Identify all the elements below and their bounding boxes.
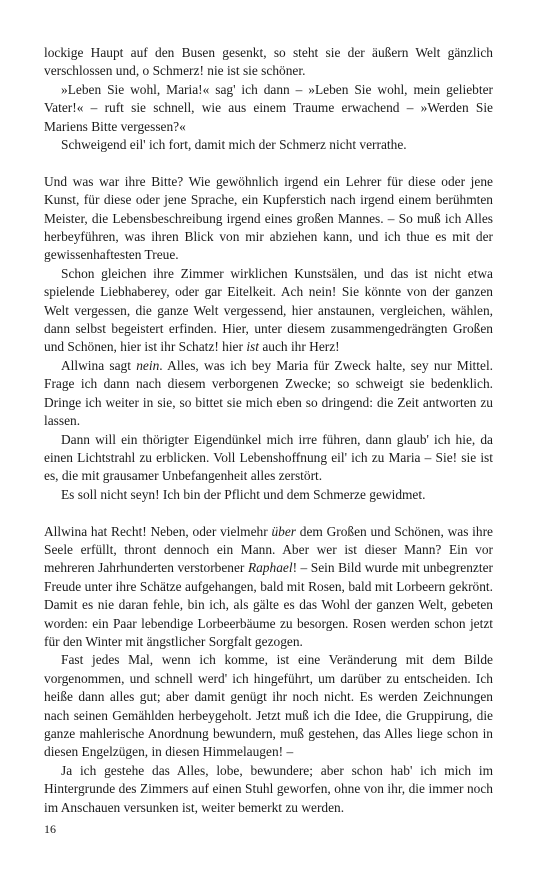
emphasis: über <box>271 523 296 539</box>
text-run: Allwina sagt <box>61 357 137 373</box>
text-run: ! – Sein Bild wurde mit unbegrenzter Freude unter ihre Schätze aufgehangen, bald mit Rosen, bald mit Lorbeern gekrönt. Damit es nie daran fehle, bin ich, als gälte es das Wohl der ganzen Welt, gebeten worden: ein Paar lebendige Lorbeerbäume zu besorgen. Rosen werden schon jetzt für den Winter mit ängstlicher Sorgfalt gezogen. <box>44 560 494 649</box>
text-run: Allwina hat Recht! Neben, oder vielmehr <box>44 523 272 539</box>
paragraph: Schweigend eil' ich fort, damit mich der Schmerz nicht verrathe. <box>61 137 407 153</box>
text-run: auch ihr Herz! <box>258 339 340 355</box>
text-run: dem Großen und Schönen, was ihre Seele erfüllt, thront dennoch ein Mann. Aber wer ist dieser Mann? Ein vor mehreren Jahrhunderten verstorbener <box>44 523 493 576</box>
paragraph: »Leben Sie wohl, Maria!« sag' ich dann – »Leben Sie wohl, mein geliebter Vater!« – ruft sie schnell, wie aus einem Traume erwachend – »Werden Sie Mariens Bitte vergessen?« <box>44 81 493 134</box>
paragraph: Und was war ihre Bitte? Wie gewöhnlich irgend ein Lehrer für diese oder jene Kunst, für diese oder jene Sprache, ein Kupferstich nach irgend einem berühmten Meister, die Lebensbeschreibung irgend eines großen Mannes. – So muß ich Alles herbeyführen, was ihren Blick von mir abziehen kann, und ich thue es mit der gewissenhaftesten Treue. <box>44 173 493 263</box>
text-run: . Alles, was ich bey Maria für Zweck halte, sey nur Mittel. Frage ich dann nach diesem verborgenen Zwecke; so schweigt sie bedenklich. Dringe ich weiter in sie, so bittet sie mich eben so dringend: die Zeit antworten zu lassen. <box>44 357 494 429</box>
paragraph: Dann will ein thörigter Eigendünkel mich irre führen, dann glaub' ich hie, da einen Lichtstrahl zu erblicken. Voll Lebenshoffnung eil' ich zu Maria – Sie! sie ist es, die mit grausamer Unbefangenheit alles zerstört. <box>44 431 493 484</box>
paragraph <box>44 265 493 357</box>
paragraph: Es soll nicht seyn! Ich bin der Pflicht und dem Schmerze gewidmet. <box>61 486 426 502</box>
page-number: 16 <box>44 822 56 836</box>
page-body <box>44 44 493 817</box>
paragraph: lockige Haupt auf den Busen gesenkt, so steht sie der äußern Welt gänzlich verschlossen und, o Schmerz! nie ist sie schöner. <box>44 45 493 79</box>
emphasis: nein <box>136 357 160 373</box>
text-run: Schon gleichen ihre Zimmer wirklichen Kunstsälen, und das ist nicht etwa spielende Liebhaberey, oder gar Eitelkeit. Ach nein! Sie könnte von der ganzen Welt vergessen, die ganze Welt vergessend, hier anstaunen, vergleichen, wählen, dann selbst begeistert erfinden. Hier, unter diesem zusammengedrängten Großen und Schönen, hier ist ihr Schatz! hier <box>44 265 493 355</box>
paragraph: Fast jedes Mal, wenn ich komme, ist eine Veränderung mit dem Bilde vorgenommen, und schnell werd' ich hingeführt, um darüber zu entscheiden. Ich heiße dann alles gut; aber damit genügt ihr noch nicht. Es werden Zeichnungen nach seinen Gemählden herbeygeholt. Jetzt muß ich die Idee, die Gruppirung, die ganze mahlerische Anordnung bewundern, muß gestehen, das Alles liege schon in diesen Engelzügen, in diesen Himmelaugen! – <box>44 652 493 760</box>
paragraph <box>44 523 493 652</box>
emphasis: ist <box>246 339 259 355</box>
paragraph <box>44 357 493 431</box>
emphasis: Raphael <box>247 560 293 576</box>
paragraph: Ja ich gestehe das Alles, lobe, bewundere; aber schon hab' ich mich im Hintergrunde des Zimmers auf einen Stuhl geworfen, ohne von ihr, die immer noch im Anschauen versunken ist, weiter bemerkt zu werden. <box>44 762 493 815</box>
